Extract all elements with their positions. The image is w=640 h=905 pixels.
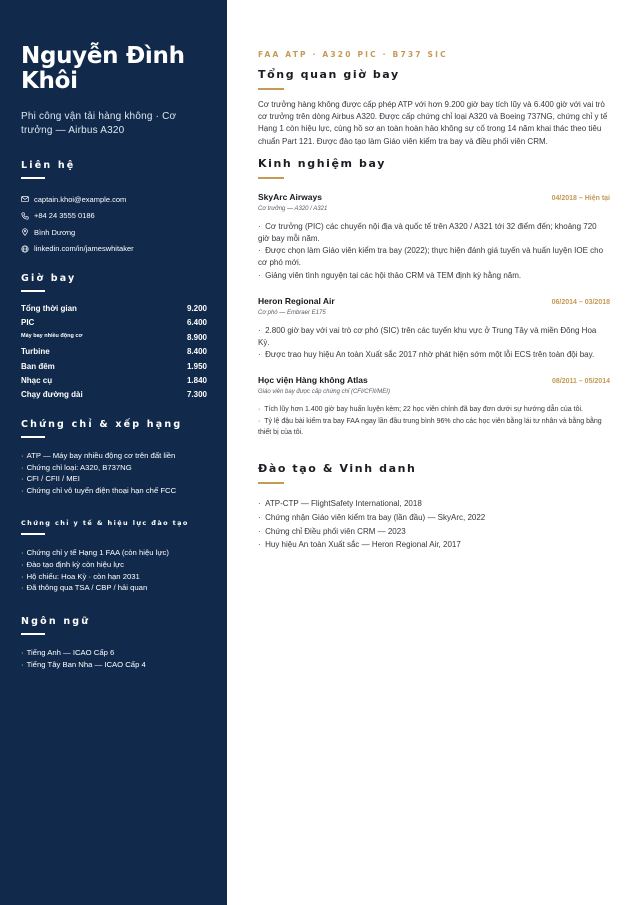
contact-rule — [21, 177, 45, 179]
list-item: · Chứng nhận Giáo viên kiểm tra bay (lần đầu) — SkyArc, 2022 — [258, 512, 486, 522]
list-item: · CFI / CFII / MEI — [21, 474, 80, 484]
envelope-icon — [21, 195, 29, 203]
hours-rule — [21, 290, 45, 292]
summary-heading: Tổng quan giờ bay — [258, 68, 400, 81]
job-date: 06/2014 – 03/2018 — [551, 298, 610, 306]
hours-row — [21, 376, 207, 390]
kicker: FAA ATP · A320 PIC · B737 SIC — [258, 50, 448, 59]
education-rule — [258, 482, 284, 484]
globe-icon — [21, 245, 29, 253]
experience-rule — [258, 177, 284, 179]
list-item: · Được trao huy hiệu An toàn Xuất sắc 2017 nhờ phát hiện sớm một lỗi ECS trên toàn đội bay. — [258, 350, 595, 360]
certs-heading: Chứng chỉ & xếp hạng — [21, 418, 183, 430]
hours-heading: Giờ bay — [21, 273, 77, 284]
education-heading: Đào tạo & Vinh danh — [258, 462, 417, 476]
hours-label: Turbine — [21, 347, 50, 357]
profile-role: Phi công vận tải hàng không · Cơ trưởng — Airbus A320 — [21, 111, 177, 136]
hours-label: Ban đêm — [21, 361, 55, 371]
job-company: Học viện Hàng không Atlas — [258, 375, 368, 386]
hours-row — [21, 318, 207, 332]
contact-linkedin[interactable] — [21, 241, 207, 258]
hours-value: 6.400 — [186, 318, 207, 328]
list-item: · Cơ trưởng (PIC) các chuyến nội địa và quốc tế trên A320 / A321 tới 32 điểm đến; khoảng 720 giờ bay mỗi năm. — [258, 221, 597, 244]
hours-row — [21, 390, 207, 404]
sidebar — [0, 0, 227, 905]
list-item: · Huy hiệu An toàn Xuất sắc — Heron Regional Air, 2017 — [258, 540, 461, 550]
hours-list — [21, 304, 207, 405]
list-item: · Chứng chỉ loại: A320, B737NG — [21, 462, 132, 472]
list-item: · Tiếng Tây Ban Nha — ICAO Cấp 4 — [21, 659, 146, 669]
contact-email-text: captain.khoi@example.com — [34, 194, 127, 204]
job-role: Cơ phó — Embraer E175 — [258, 309, 326, 316]
job-role: Giáo viên bay được cấp chứng chỉ (CFI/CFII/MEI) — [258, 389, 390, 396]
job-date: 04/2018 – Hiện tại — [551, 194, 610, 202]
contact-phone[interactable] — [21, 208, 207, 225]
experience-heading: Kinh nghiệm bay — [258, 156, 386, 170]
languages-heading: Ngôn ngữ — [21, 616, 91, 628]
list-item: · Chứng chỉ y tế Hạng 1 FAA (còn hiệu lực) — [21, 547, 169, 557]
languages-list — [21, 647, 207, 671]
list-item: · Được chọn làm Giáo viên kiểm tra bay (2022); thực hiện đánh giá tuyến và huấn luyện IOE cho cơ phó mới. — [258, 246, 604, 268]
profile-name-line2: Khôi — [21, 68, 78, 94]
job-entry — [258, 375, 610, 438]
certs-rule — [21, 436, 45, 438]
list-item: · Chứng chỉ Điều phối viên CRM — 2023 — [258, 526, 406, 536]
list-item: · 2.800 giờ bay với vai trò cơ phó (SIC) trên các tuyến khu vực ở Trung Tây và miền Đông Hoa Kỳ. — [258, 325, 597, 348]
certs-list — [21, 450, 207, 497]
list-item: · Đã thông qua TSA / CBP / hải quan — [21, 583, 148, 593]
hours-value: 8.400 — [186, 347, 207, 357]
main-content — [258, 50, 610, 552]
list-item: · Tỷ lệ đậu bài kiểm tra bay FAA ngay lần đầu trung bình 96% cho các học viên bằng lái tư nhân và bằng bằng thiết bị của tôi. — [258, 417, 602, 436]
contact-linkedin-text: linkedin.com/in/jameswhitaker — [34, 244, 134, 254]
summary-rule — [258, 88, 284, 90]
summary-text: Cơ trưởng hàng không được cấp phép ATP với hơn 9.200 giờ bay tích lũy và 6.400 giờ với vai trò cơ trưởng trên dòng Airbus A320. Được cấp chứng chỉ loại A320 và Boeing 737NG, chứng chỉ y tế Hạng 1 còn hiệu lực, cùng hồ sơ an toàn hoàn hảo không sự cố trong 14 năm khai thác theo tiêu chuẩn Part 121. Được đào tạo làm Giáo viên kiểm tra bay và điều phối viên CRM. — [258, 100, 608, 146]
job-bullets — [258, 325, 610, 362]
job-role: Cơ trưởng — A320 / A321 — [258, 205, 328, 212]
hours-row — [21, 362, 207, 376]
job-date: 08/2011 – 05/2014 — [551, 378, 610, 386]
job-bullets — [258, 221, 610, 282]
job-company: SkyArc Airways — [258, 191, 322, 202]
list-item: · Chứng chỉ vô tuyến điện thoại hạn chế FCC — [21, 486, 177, 496]
profile-name — [21, 44, 207, 94]
hours-value: 9.200 — [186, 304, 207, 313]
hours-value: 7.300 — [186, 390, 207, 400]
list-item: · ATP — Máy bay nhiều động cơ trên đất liền — [21, 450, 176, 460]
medical-rule — [21, 533, 45, 535]
list-item: · ATP-CTP — FlightSafety International, 2018 — [258, 499, 422, 509]
hours-value: 1.840 — [186, 375, 207, 385]
medical-list — [21, 547, 207, 594]
hours-label: Chạy đường dài — [21, 390, 83, 400]
contact-phone-text: +84 24 3555 0186 — [34, 211, 95, 221]
hours-row — [21, 333, 207, 347]
job-entry — [258, 296, 610, 362]
contact-email[interactable] — [21, 191, 207, 208]
location-pin-icon — [21, 228, 29, 236]
contact-list — [21, 191, 207, 257]
job-entry — [258, 192, 610, 282]
hours-row — [21, 347, 207, 361]
profile-name-line1: Nguyễn Đình — [21, 43, 185, 69]
list-item: · Đào tạo định kỳ còn hiệu lực — [21, 559, 125, 569]
list-item: · Tiếng Anh — ICAO Cấp 6 — [21, 648, 115, 658]
contact-location — [21, 224, 207, 241]
hours-label: Tổng thời gian — [21, 304, 77, 313]
education-list — [258, 497, 610, 552]
phone-icon — [21, 212, 29, 220]
contact-location-text: Bình Dương — [34, 227, 76, 237]
list-item: · Giảng viên tình nguyện tại các hội thảo CRM và TEM định kỳ hằng năm. — [258, 270, 522, 280]
hours-value: 1.950 — [186, 361, 207, 371]
languages-rule — [21, 633, 45, 635]
hours-label: Nhạc cụ — [21, 375, 53, 385]
hours-row — [21, 304, 207, 318]
hours-label: PIC — [21, 318, 35, 328]
list-item: · Tích lũy hơn 1.400 giờ bay huấn luyện kèm; 22 học viên chính đã bay đơn dưới sự hướng dẫn của tôi. — [258, 406, 583, 414]
hours-label: Máy bay nhiều động cơ — [21, 332, 83, 339]
hours-value: 8.900 — [186, 332, 207, 342]
medical-heading: Chứng chỉ y tế & hiệu lực đào tạo — [21, 518, 189, 527]
job-bullets — [258, 404, 610, 438]
contact-heading: Liên hệ — [21, 160, 76, 171]
list-item: · Hộ chiếu: Hoa Kỳ · còn hạn 2031 — [21, 571, 140, 581]
job-company: Heron Regional Air — [258, 295, 335, 306]
